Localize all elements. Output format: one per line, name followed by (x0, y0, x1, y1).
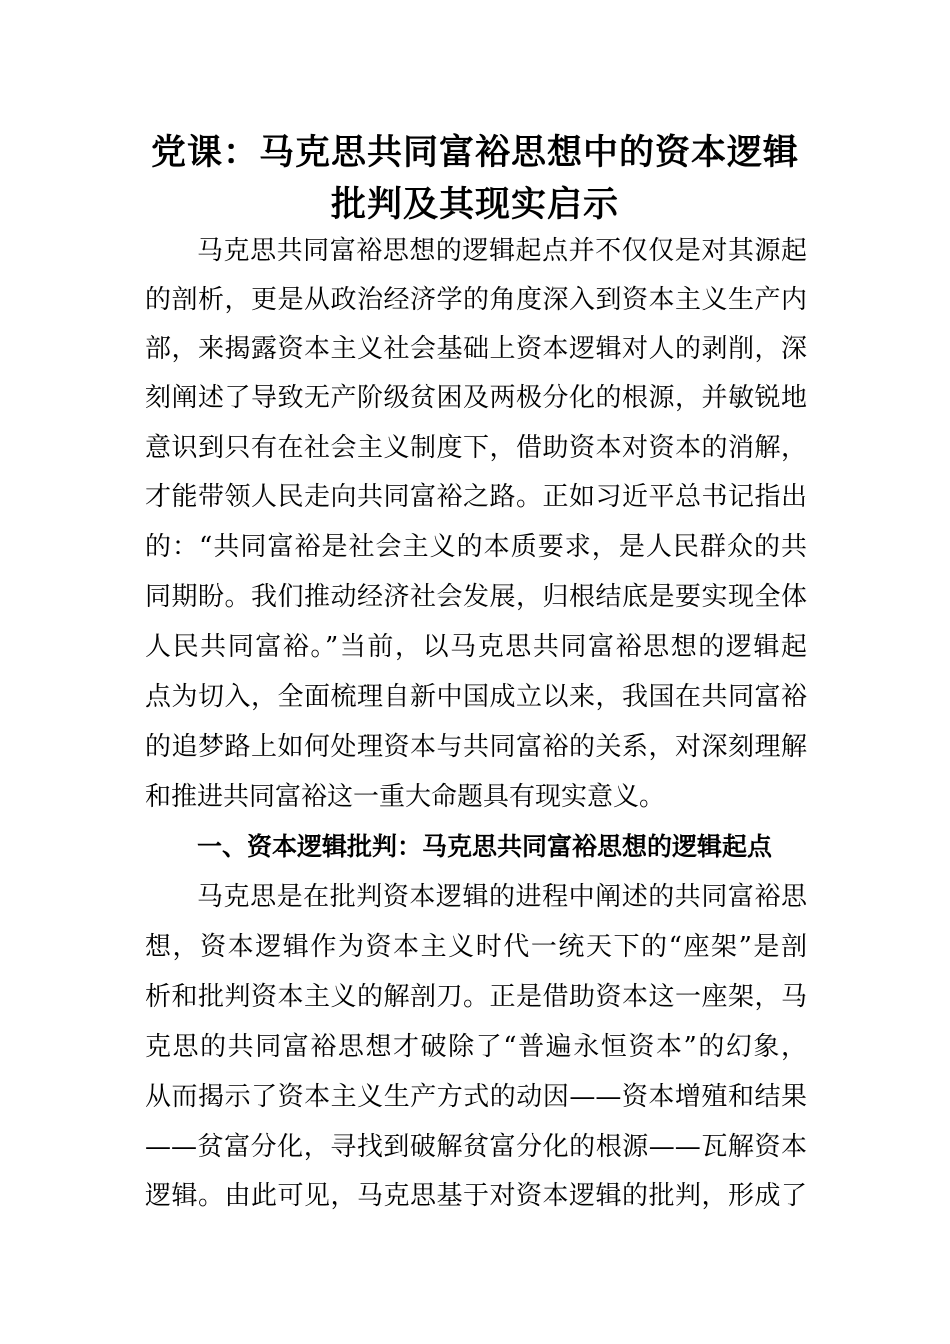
paragraph-line: 的追梦路上如何处理资本与共同富裕的关系，对深刻理解 (145, 732, 807, 762)
paragraph-line: 析和批判资本主义的解剖刀。正是借助资本这一座架，马 (145, 982, 807, 1012)
paragraph-line: 刻阐述了导致无产阶级贫困及两极分化的根源，并敏锐地 (145, 383, 807, 413)
paragraph-line: 马克思共同富裕思想的逻辑起点并不仅仅是对其源起 (197, 236, 807, 266)
paragraph-line: 马克思是在批判资本逻辑的进程中阐述的共同富裕思 (197, 882, 807, 912)
paragraph-line: 克思的共同富裕思想才破除了“普遍永恒资本”的幻象， (145, 1032, 807, 1062)
paragraph-line: 逻辑。由此可见，马克思基于对资本逻辑的批判，形成了 (145, 1181, 807, 1211)
paragraph-line: 和推进共同富裕这一重大命题具有现实意义。 (145, 782, 666, 812)
paragraph-line: 意识到只有在社会主义制度下，借助资本对资本的消解， (145, 433, 807, 463)
paragraph-line: 从而揭示了资本主义生产方式的动因——资本增殖和结果 (145, 1082, 807, 1112)
document-title-line-1: 党课：马克思共同富裕思想中的资本逻辑 (150, 133, 799, 173)
paragraph-line: 人民共同富裕。”当前，以马克思共同富裕思想的逻辑起 (145, 632, 807, 662)
paragraph-line: 才能带领人民走向共同富裕之路。正如习近平总书记指出 (145, 482, 807, 512)
paragraph-line: 想，资本逻辑作为资本主义时代一统天下的“座架”是剖 (145, 932, 807, 962)
section-heading: 一、资本逻辑批判：马克思共同富裕思想的逻辑起点 (197, 832, 773, 861)
document-title-line-2: 批判及其现实启示 (330, 185, 619, 225)
paragraph-line: ——贫富分化，寻找到破解贫富分化的根源——瓦解资本 (145, 1132, 807, 1162)
paragraph-line: 的：“共同富裕是社会主义的本质要求，是人民群众的共 (145, 532, 807, 562)
paragraph-line: 的剖析，更是从政治经济学的角度深入到资本主义生产内 (145, 285, 807, 315)
paragraph-line: 部，来揭露资本主义社会基础上资本逻辑对人的剥削，深 (145, 334, 807, 364)
paragraph-line: 同期盼。我们推动经济社会发展，归根结底是要实现全体 (145, 582, 807, 612)
paragraph-line: 点为切入，全面梳理自新中国成立以来，我国在共同富裕 (145, 682, 807, 712)
